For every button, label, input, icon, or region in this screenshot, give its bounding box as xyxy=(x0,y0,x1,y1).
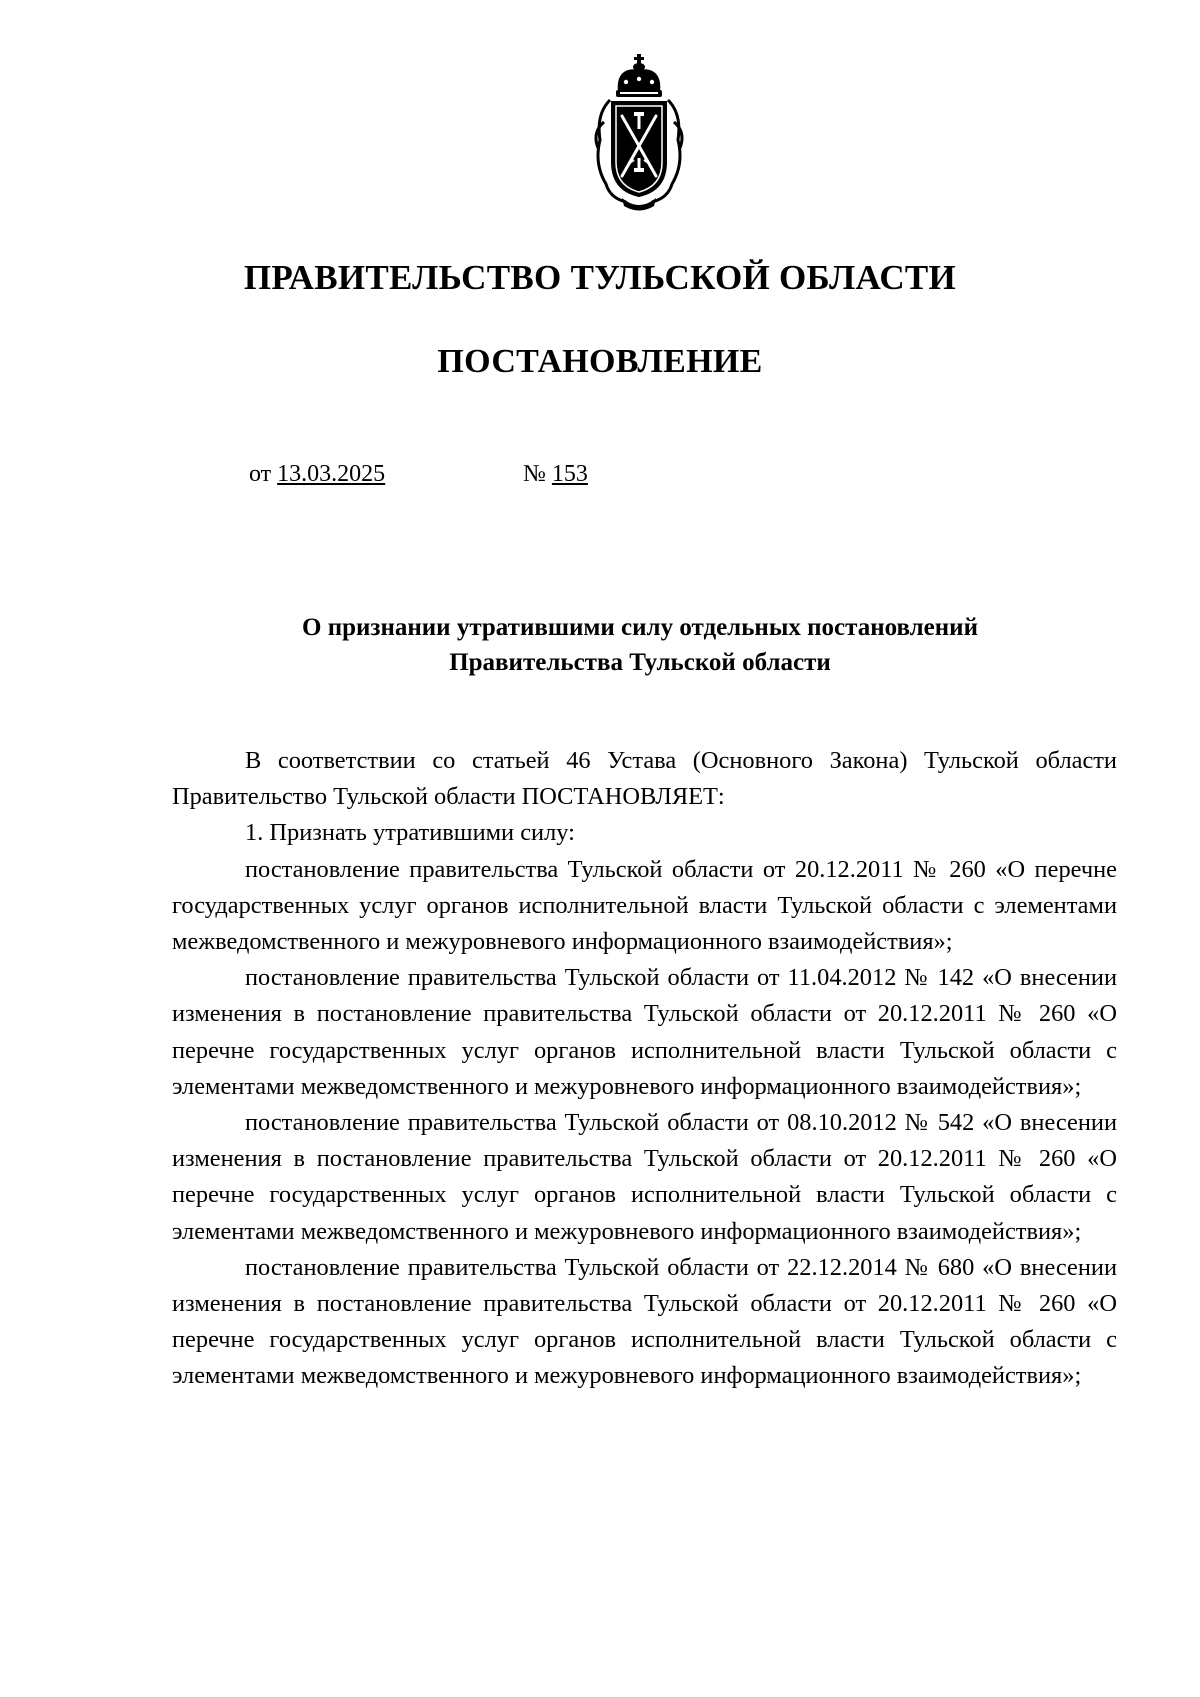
repealed-item-4: постановление правительства Тульской области от 22.12.2014 № 680 «О внесении изменения в постановление правительства Тульской области от 20.12.2011 № 260 «О перечне государственных услуг органов исполнительной власти Тульской области с элементами межведомственного и межуровневого информационного взаимодействия»; xyxy=(172,1253,1117,1390)
coat-of-arms-emblem xyxy=(588,52,690,212)
document-subject xyxy=(160,610,1120,680)
clause-1-heading: 1. Признать утратившими силу: xyxy=(245,819,575,847)
date-value: 13.03.2025 xyxy=(277,461,386,487)
document-body xyxy=(172,743,1117,1395)
subject-line-1: О признании утратившими силу отдельных постановлений xyxy=(302,614,978,641)
number-value: 153 xyxy=(551,461,588,487)
repealed-item-3: постановление правительства Тульской области от 08.10.2012 № 542 «О внесении изменения в постановление правительства Тульской области от 20.12.2011 № 260 «О перечне государственных услуг органов исполнительной власти Тульской области с элементами межведомственного и межуровневого информационного взаимодействия»; xyxy=(172,1109,1117,1245)
document-type-title: ПОСТАНОВЛЕНИЕ xyxy=(437,343,763,380)
date-prefix: от xyxy=(249,461,272,487)
preamble-paragraph: В соответствии со статьей 46 Устава (Основного Закона) Тульской области Правительство Тульской области ПОСТАНОВЛЯЕТ: xyxy=(172,747,1117,811)
organization-title: ПРАВИТЕЛЬСТВО ТУЛЬСКОЙ ОБЛАСТИ xyxy=(243,258,957,297)
document-date xyxy=(249,461,385,488)
document-number xyxy=(523,461,588,488)
number-prefix: № xyxy=(523,461,546,487)
subject-line-2: Правительства Тульской области xyxy=(449,649,831,676)
repealed-item-1: постановление правительства Тульской области от 20.12.2011 № 260 «О перечне государственных услуг органов исполнительной власти Тульской области с элементами межведомственного и межуровневого информационного взаимодействия»; xyxy=(172,855,1117,956)
repealed-item-2: постановление правительства Тульской области от 11.04.2012 № 142 «О внесении изменения в постановление правительства Тульской области от 20.12.2011 № 260 «О перечне государственных услуг органов исполнительной власти Тульской области с элементами межведомственного и межуровневого информационного взаимодействия»; xyxy=(172,964,1117,1100)
